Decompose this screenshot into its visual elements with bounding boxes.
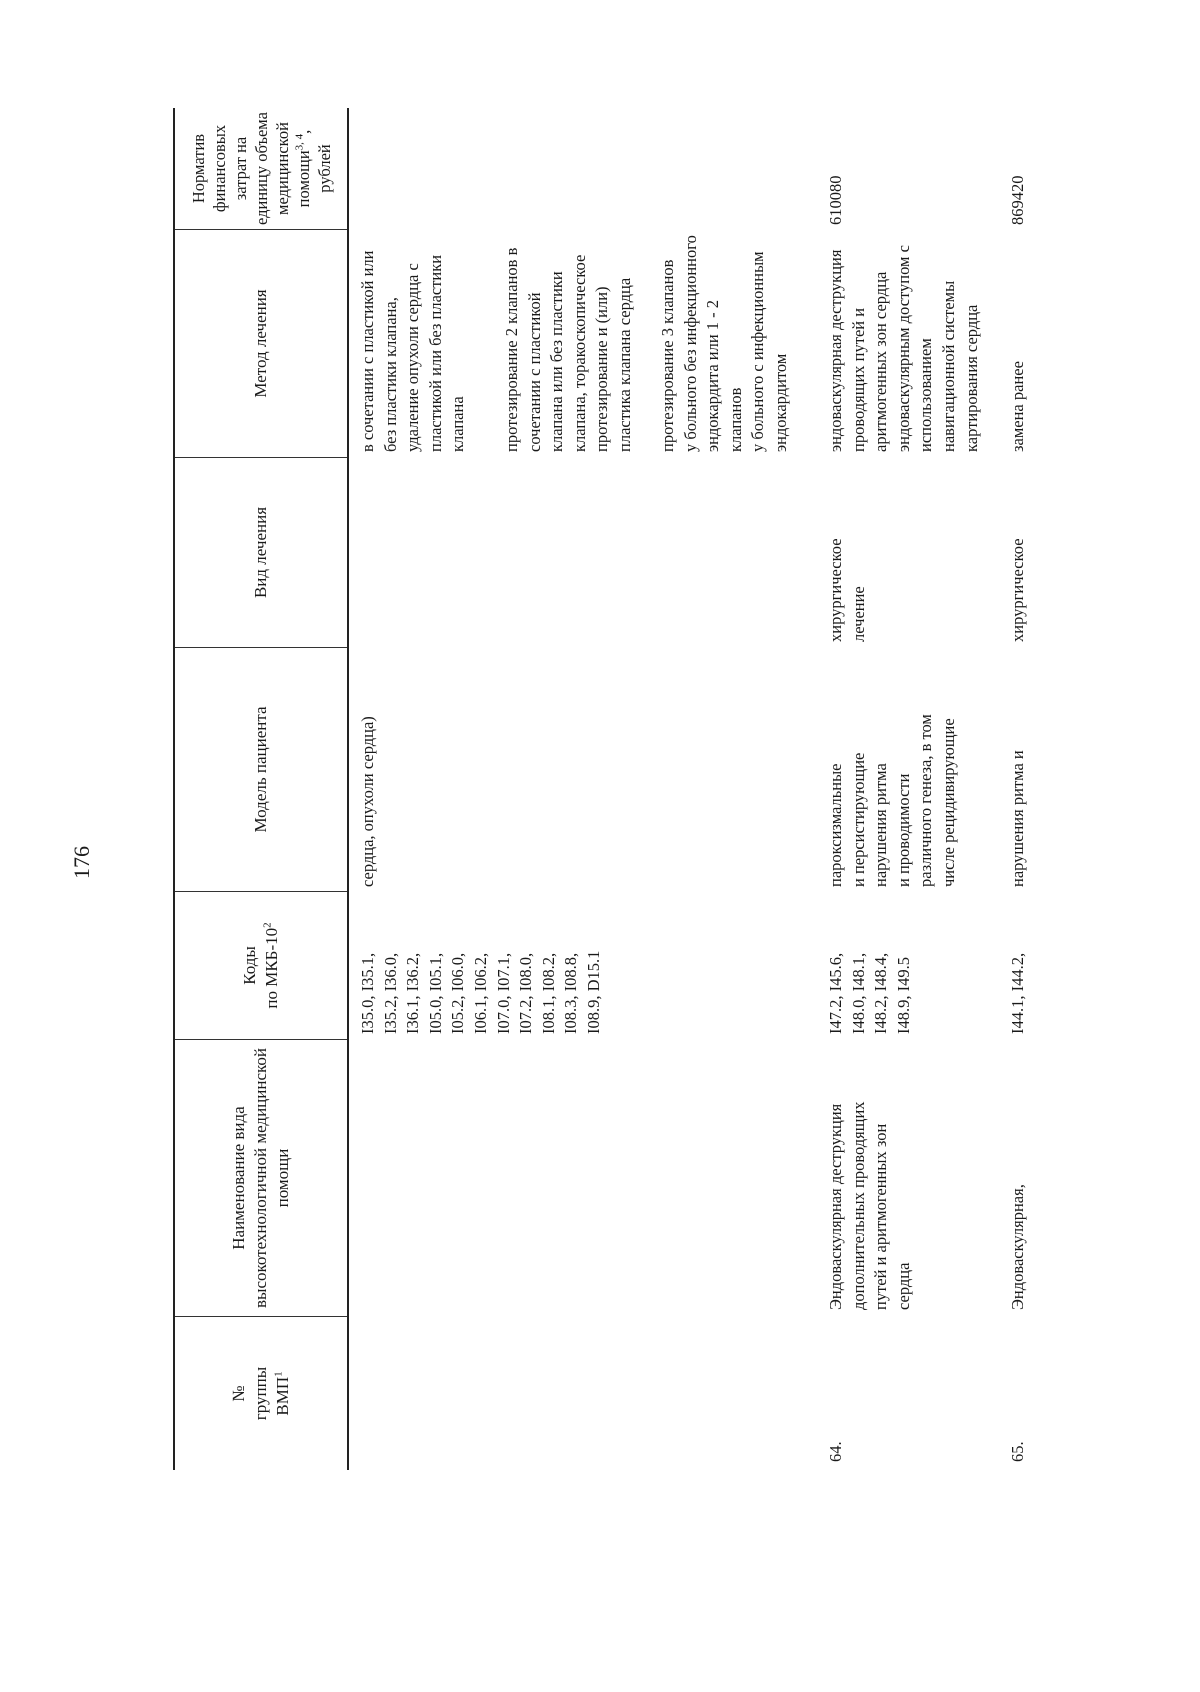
row-65-treatment-type: хирургическое [1008,538,1027,642]
row-64-codes: I47.2, I45.6, I48.0, I48.1, I48.2, I48.4, I48.9, I49.5 [826,952,913,1034]
cont-codes: I35.0, I35.1, I35.2, I36.0, I36.1, I36.2, I05.0, I05.1, I05.2, I06.0, I06.1, I06.2, I07.0, I07.1, I07.2, I08.0, I08.1, I08.2, I08.3, I08.8, I08.9, D15.1 [358,950,603,1034]
table-header [173,108,349,1470]
header-group-number: № группы ВМП$^1$ [175,1316,347,1470]
header-icd-codes: Коды по МКБ-$10^2$ [175,891,347,1039]
header-treatment-type: Вид лечения [175,457,347,647]
row-64-treatment-method: эндоваскулярная деструкция проводящих путей и аритмогенных зон сердца эндоваскулярным доступом с использованием навигационной системы картирования сердца [826,245,981,452]
row-65-treatment-method: замена ранее [1008,361,1027,452]
row-65-codes: I44.1, I44.2, [1008,952,1027,1034]
row-65-financial-norm: 869420 [1008,175,1027,225]
table-rotated [173,108,1173,1470]
cont-patient-model: сердца, опухоли сердца) [358,716,377,887]
cont-method-2: протезирование 2 клапанов в сочетании с пластикой клапана или без пластики клапана, торакоскопическое протезирование и (или) пластика клапана сердца [502,247,634,452]
row-65-number: 65. [1008,1441,1027,1462]
cont-method-1: в сочетании с пластикой или без пластики клапана, удаление опухоли сердца с пластикой или без пластики клапана [358,250,468,452]
header-treatment-method: Метод лечения [175,229,347,457]
row-64-vmp-name: Эндоваскулярная деструкция дополнительных проводящих путей и аритмогенных зон сердца [826,1101,913,1310]
row-64-patient-model: пароксизмальные и персистирующие нарушения ритма и проводимости различного генеза, в том числе рецидивирующие [826,714,958,887]
row-64-treatment-type: хирургическое лечение [826,538,868,642]
row-64-number: 64. [826,1441,845,1462]
row-64-financial-norm: 610080 [826,175,845,225]
page-number: 176 [69,846,94,879]
header-patient-model: Модель пациента [175,647,347,891]
row-65-vmp-name: Эндоваскулярная, [1008,1184,1027,1310]
header-vmp-name: Наименование вида высокотехнологичной медицинской помощи [175,1039,347,1316]
header-financial-norm: Норматив финансовых затрат на единицу объема медицинской помощи$^{3, 4}$, рублей [188,112,334,225]
row-65-patient-model: нарушения ритма и [1008,750,1027,887]
cont-method-3: протезирование 3 клапанов у больного без инфекционного эндокардита или 1 - 2 клапанов у больного с инфекционным эндокардитом [658,235,790,452]
